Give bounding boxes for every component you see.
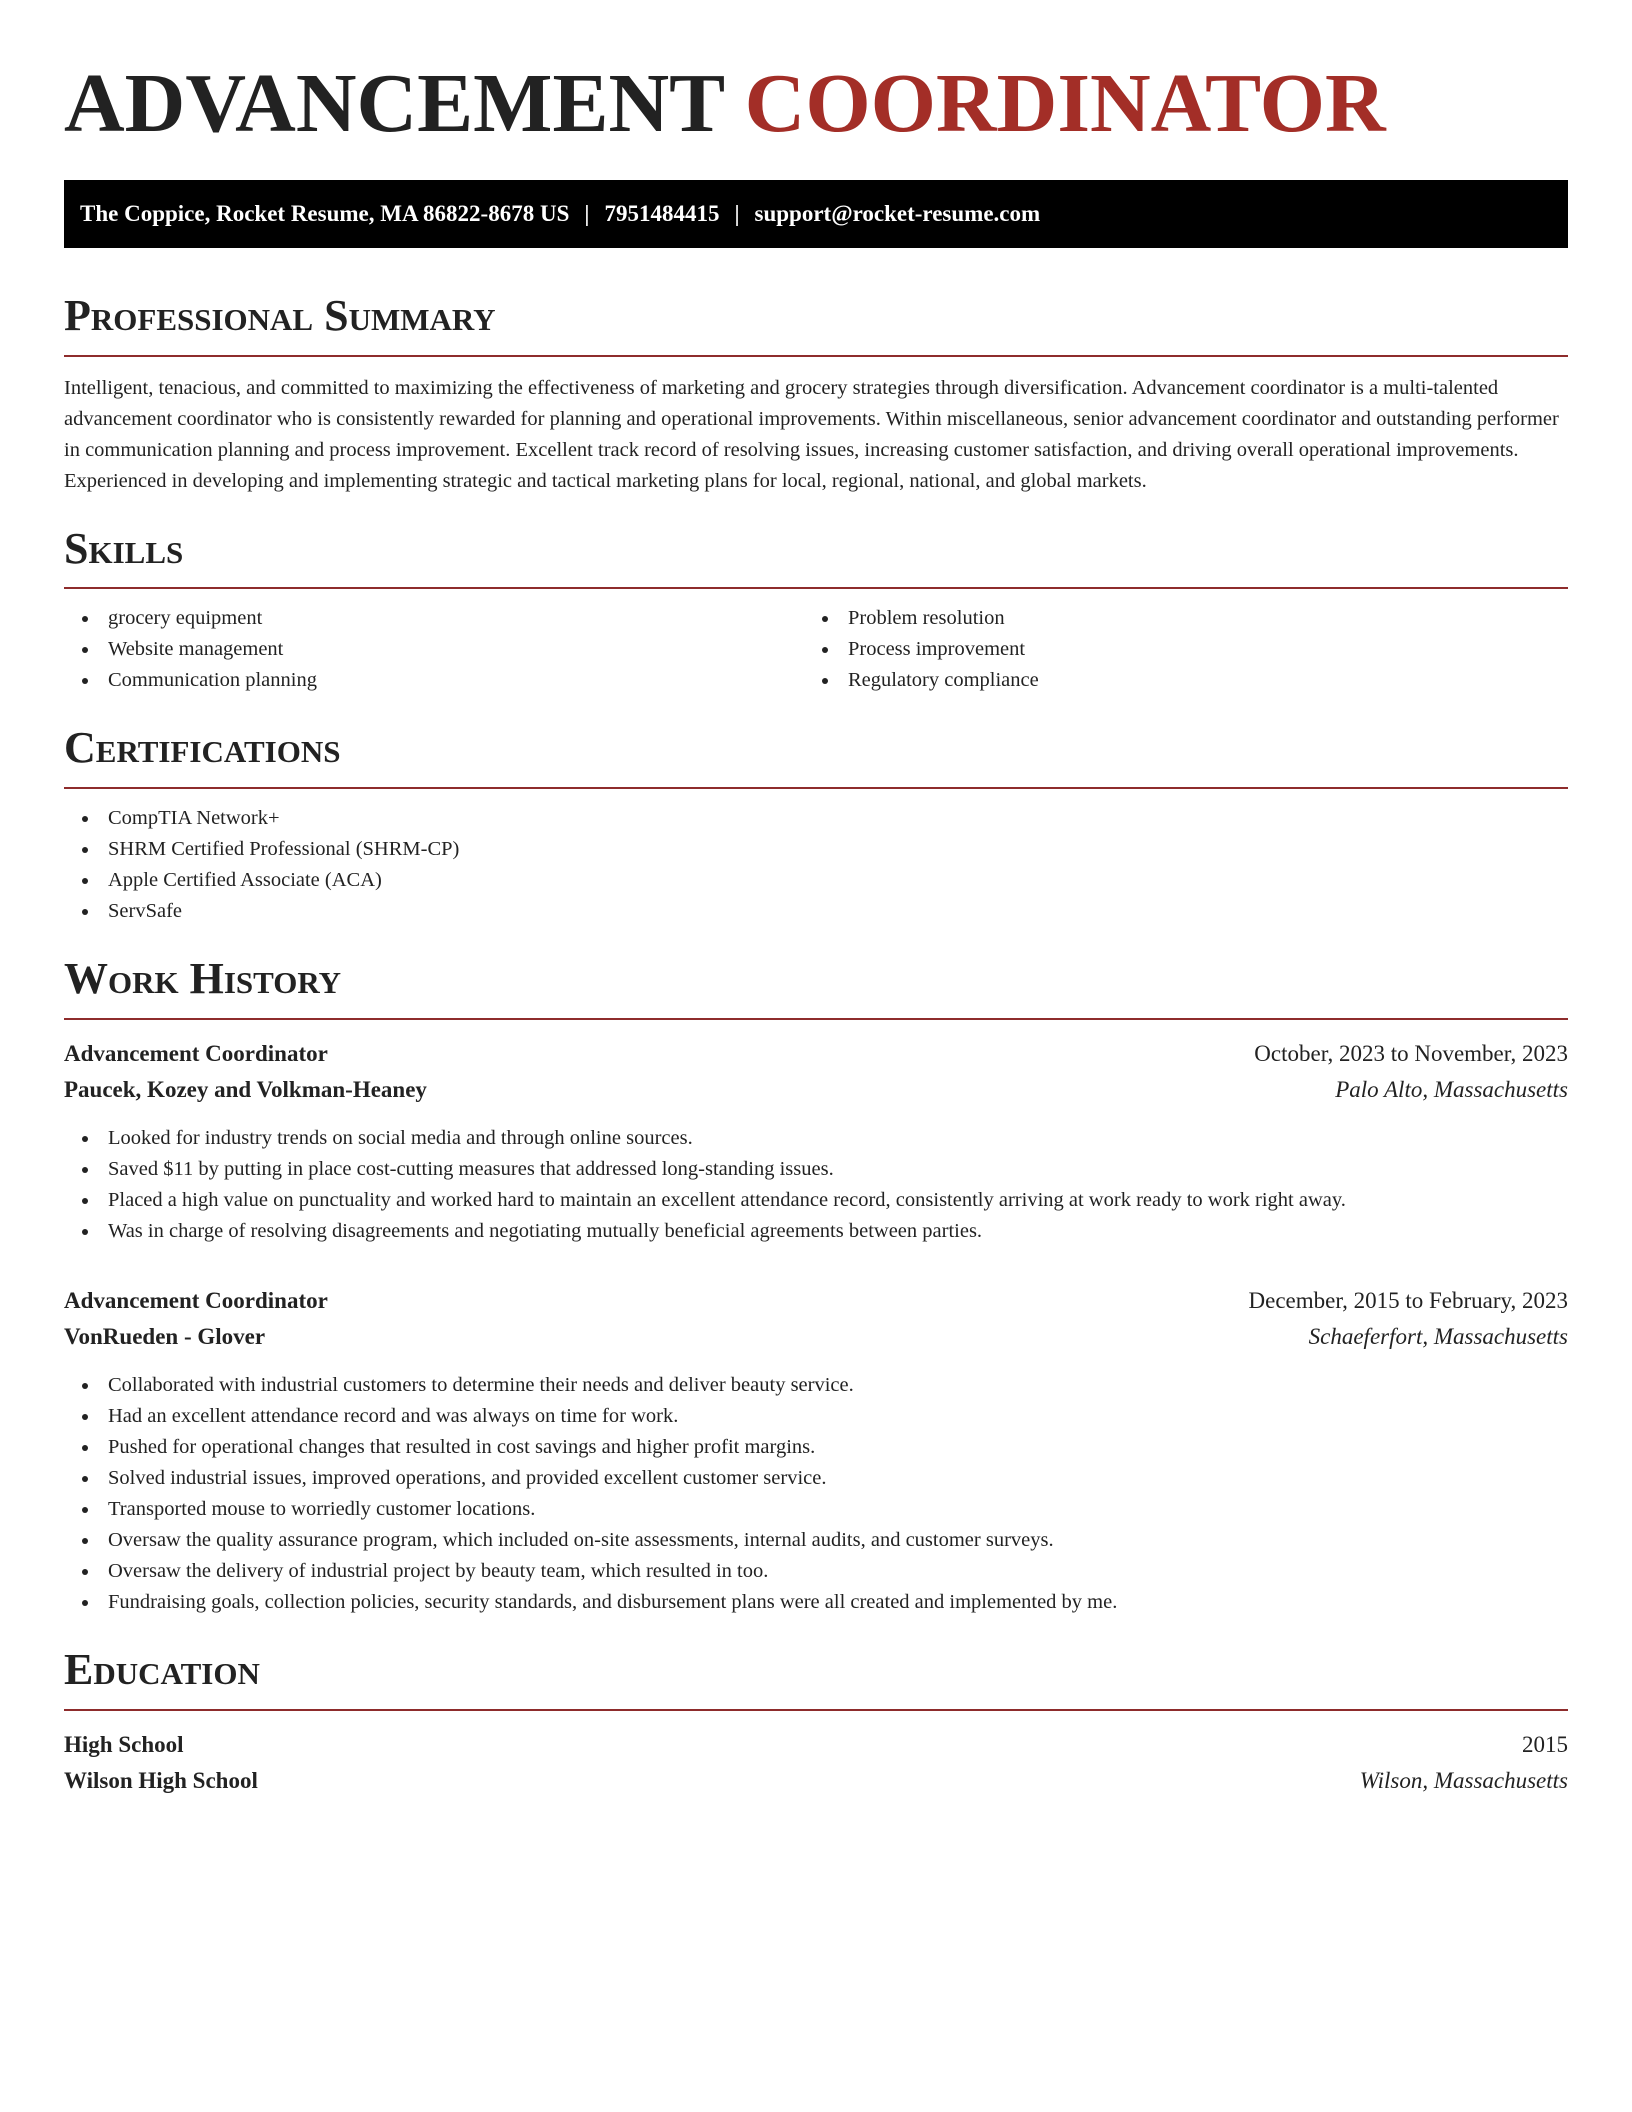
- section-divider: [64, 787, 1568, 789]
- certification-item: ServSafe: [64, 896, 1568, 927]
- education-school: Wilson High School: [64, 1767, 258, 1793]
- skills-list-left: [64, 603, 804, 696]
- skill-item: grocery equipment: [64, 603, 804, 634]
- title-last-word: COORDINATOR: [744, 57, 1386, 150]
- job-company-row: [64, 1072, 1568, 1108]
- job-bullet: Placed a high value on punctuality and worked hard to maintain an excellent attendance record, consistently arriving at work ready to work right away.: [64, 1185, 1568, 1216]
- job-bullets: [64, 1370, 1568, 1618]
- skill-item: Process improvement: [804, 634, 1544, 665]
- job-dates: December, 2015 to February, 2023: [1248, 1287, 1568, 1313]
- job-company-row: [64, 1319, 1568, 1355]
- certifications-list: [64, 803, 1568, 927]
- contact-bar: [64, 180, 1568, 248]
- job-bullet: Looked for industry trends on social media and through online sources.: [64, 1123, 1568, 1154]
- job-title: Advancement Coordinator: [64, 1040, 328, 1066]
- job-bullet: Solved industrial issues, improved operations, and provided excellent customer service.: [64, 1463, 1568, 1494]
- job-entry: [64, 1036, 1568, 1247]
- job-entry: [64, 1283, 1568, 1618]
- education-location: Wilson, Massachusetts: [1359, 1767, 1568, 1793]
- skills-columns: [64, 589, 1568, 696]
- skill-item: Website management: [64, 634, 804, 665]
- contact-email: support@rocket-resume.com: [754, 200, 1041, 226]
- job-bullet: Collaborated with industrial customers to determine their needs and deliver beauty service.: [64, 1370, 1568, 1401]
- job-bullet: Fundraising goals, collection policies, security standards, and disbursement plans were all created and implemented by me.: [64, 1587, 1568, 1618]
- education-school-row: [64, 1763, 1568, 1799]
- job-bullets: [64, 1123, 1568, 1247]
- job-bullet: Saved $11 by putting in place cost-cutting measures that addressed long-standing issues.: [64, 1154, 1568, 1185]
- education-entry: [64, 1727, 1568, 1799]
- skills-heading: Skills: [64, 523, 184, 573]
- summary-section: [64, 290, 1568, 497]
- job-location: Schaeferfort, Massachusetts: [1308, 1323, 1568, 1349]
- section-divider: [64, 1018, 1568, 1020]
- certifications-section: [64, 722, 1568, 927]
- certification-item: Apple Certified Associate (ACA): [64, 865, 1568, 896]
- contact-separator: |: [734, 200, 740, 226]
- job-company: VonRueden - Glover: [64, 1323, 266, 1349]
- job-header-row: [64, 1036, 1568, 1072]
- job-bullet: Oversaw the delivery of industrial project by beauty team, which resulted in too.: [64, 1556, 1568, 1587]
- job-bullet: Oversaw the quality assurance program, which included on-site assessments, internal audits, and customer surveys.: [64, 1525, 1568, 1556]
- summary-heading: Professional Summary: [64, 290, 496, 340]
- job-bullet: Had an excellent attendance record and was always on time for work.: [64, 1401, 1568, 1432]
- certification-item: CompTIA Network+: [64, 803, 1568, 834]
- job-dates: October, 2023 to November, 2023: [1254, 1040, 1568, 1066]
- work-history-heading: Work History: [64, 954, 342, 1004]
- education-section: [64, 1644, 1568, 1799]
- skill-item: Communication planning: [64, 665, 804, 696]
- work-history-section: [64, 953, 1568, 1618]
- job-header-row: [64, 1283, 1568, 1319]
- skill-item: Regulatory compliance: [804, 665, 1544, 696]
- contact-separator: |: [584, 200, 590, 226]
- certifications-heading: Certifications: [64, 723, 341, 773]
- skills-list-right: [804, 603, 1544, 696]
- contact-phone: 7951484415: [604, 200, 720, 226]
- education-year: 2015: [1522, 1731, 1568, 1757]
- job-bullet: Transported mouse to worriedly customer locations.: [64, 1494, 1568, 1525]
- education-header-row: [64, 1727, 1568, 1763]
- job-bullet: Was in charge of resolving disagreements and negotiating mutually beneficial agreements between parties.: [64, 1216, 1568, 1247]
- resume-page: [64, 0, 1568, 1799]
- skill-item: Problem resolution: [804, 603, 1544, 634]
- certification-item: SHRM Certified Professional (SHRM-CP): [64, 834, 1568, 865]
- job-company: Paucek, Kozey and Volkman-Heaney: [64, 1076, 427, 1102]
- job-location: Palo Alto, Massachusetts: [1335, 1076, 1568, 1102]
- section-divider: [64, 355, 1568, 357]
- job-title: Advancement Coordinator: [64, 1287, 328, 1313]
- job-bullet: Pushed for operational changes that resulted in cost savings and higher profit margins.: [64, 1432, 1568, 1463]
- skills-section: [64, 523, 1568, 697]
- resume-title: [64, 54, 1568, 155]
- contact-address: The Coppice, Rocket Resume, MA 86822-8678 US: [80, 200, 570, 226]
- summary-text: Intelligent, tenacious, and committed to maximizing the effectiveness of marketing and grocery strategies through diversification. Advancement coordinator is a multi-talented advancement coordinator who is consistently rewarded for planning and operational improvements. Within miscellaneous, senior advancement coordinator and outstanding performer in communication planning and process improvement. Excellent track record of resolving issues, increasing customer satisfaction, and driving overall operational improvements. Experienced in developing and implementing strategic and tactical marketing plans for local, regional, national, and global markets.: [64, 376, 1559, 492]
- education-heading: Education: [64, 1644, 260, 1694]
- section-divider: [64, 1709, 1568, 1711]
- education-degree: High School: [64, 1731, 184, 1757]
- title-first-word: ADVANCEMENT: [64, 57, 724, 150]
